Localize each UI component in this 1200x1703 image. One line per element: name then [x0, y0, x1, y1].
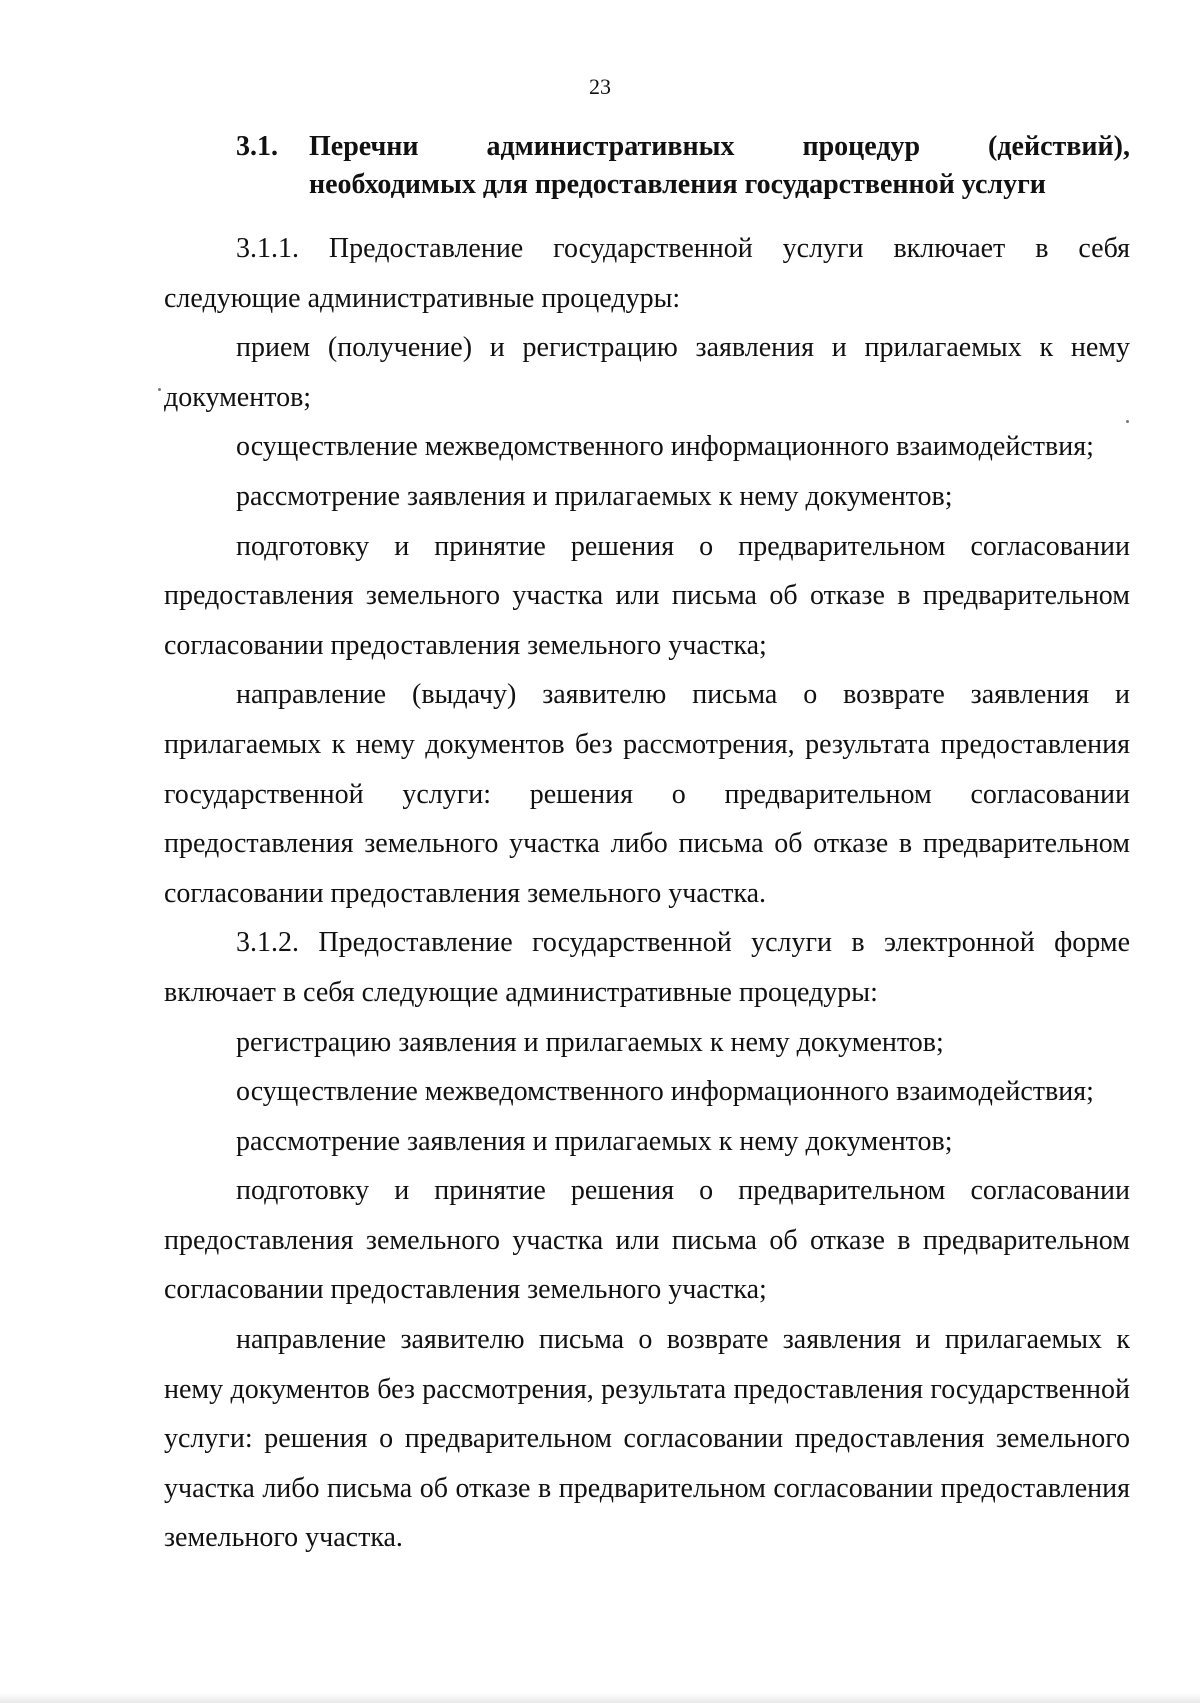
page-number: 23 [589, 74, 611, 99]
list-item-decision: подготовку и принятие решения о предварительном согласовании предоставления земельного участка или письма об отказе в предварительном согласовании предоставления земельного участка; [164, 530, 1130, 661]
list-item-issuance-electronic: направление заявителю письма о возврате заявления и прилагаемых к нему документов без рассмотрения, результата предоставления государственной услуги: решения о предварительном согласовании предоставления земельного участка либо письма об отказе в предварительном согласовании предоставления земельного участка. [164, 1324, 1130, 1554]
scan-speck [1126, 420, 1129, 423]
document-body [164, 224, 1130, 1563]
scan-edge [0, 1693, 1200, 1703]
list-item-reception: прием (получение) и регистрацию заявления и прилагаемых к нему документов; [164, 332, 1130, 413]
section-heading [236, 128, 1130, 204]
list-item-review-electronic: рассмотрение заявления и прилагаемых к нему документов; [236, 1125, 953, 1157]
list-item-interagency-electronic: осуществление межведомственного информационного взаимодействия; [236, 1076, 1094, 1108]
list-item-interagency: осуществление межведомственного информационного взаимодействия; [236, 431, 1094, 463]
list-item-issuance: направление (выдачу) заявителю письма о возврате заявления и прилагаемых к нему документов без рассмотрения, результата предоставления государственной услуги: решения о предварительном согласовании предоставления земельного участка либо письма об отказе в предварительном согласовании предоставления земельного участка. [164, 679, 1130, 909]
scan-speck [158, 388, 161, 391]
section-title-line-1: Перечни административных процедур (действий), [309, 131, 1130, 162]
section-number: 3.1. [236, 131, 278, 162]
paragraph-3-1-1: 3.1.1. Предоставление государственной услуги включает в себя следующие административные процедуры: [164, 233, 1130, 314]
list-item-registration-electronic: регистрацию заявления и прилагаемых к нему документов; [236, 1026, 944, 1058]
section-title-line-2: необходимых для предоставления государственной услуги [309, 169, 1046, 200]
list-item-review: рассмотрение заявления и прилагаемых к нему документов; [236, 480, 953, 512]
paragraph-3-1-2: 3.1.2. Предоставление государственной услуги в электронной форме включает в себя следующие административные процедуры: [164, 927, 1130, 1008]
section-title [309, 128, 1130, 204]
list-item-decision-electronic: подготовку и принятие решения о предварительном согласовании предоставления земельного участка или письма об отказе в предварительном согласовании предоставления земельного участка; [164, 1175, 1130, 1306]
